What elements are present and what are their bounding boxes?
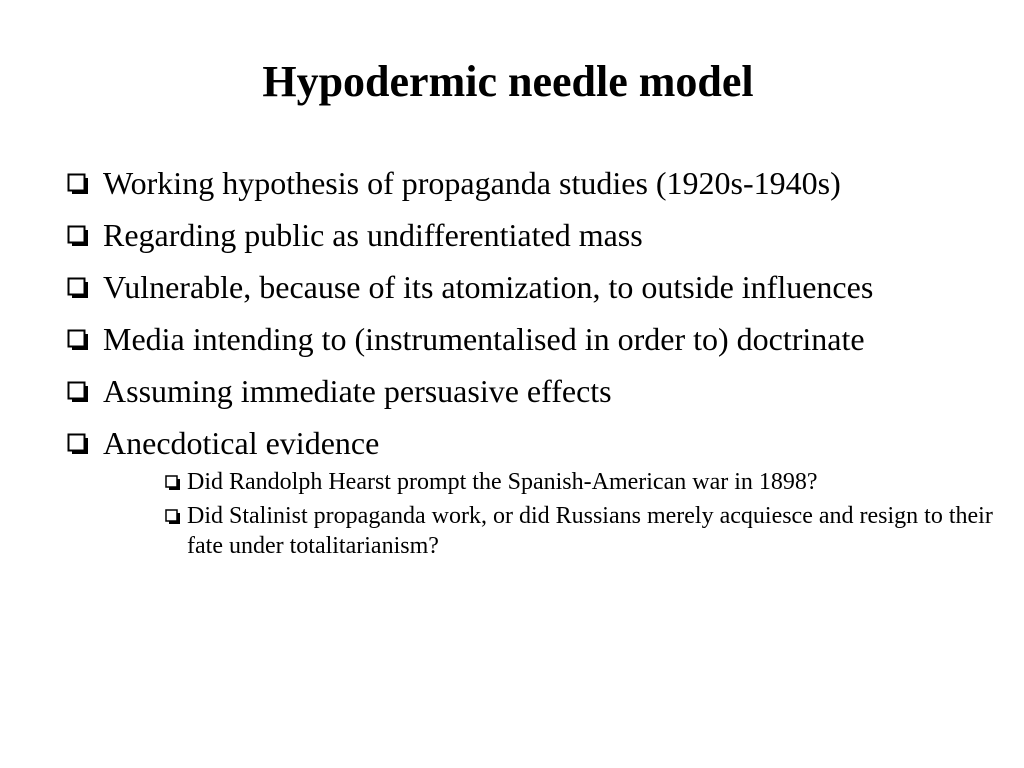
sub-bullet-item <box>164 467 1007 497</box>
sub-bullet-list <box>103 467 993 561</box>
bullet-list <box>66 162 993 570</box>
bullet-text: Assuming immediate persuasive effects <box>103 373 612 409</box>
checkbox-icon <box>67 381 90 404</box>
bullet-text: Anecdotical evidence <box>103 425 380 461</box>
checkbox-icon <box>67 329 90 352</box>
checkbox-icon <box>165 475 181 491</box>
bullet-item <box>66 266 926 309</box>
bullet-item <box>66 422 993 561</box>
bullet-item <box>66 318 926 361</box>
checkbox-icon <box>67 277 90 300</box>
checkbox-icon <box>67 173 90 196</box>
bullet-text: Working hypothesis of propaganda studies (1920s-1940s) <box>103 165 841 201</box>
checkbox-icon <box>67 225 90 248</box>
checkbox-icon <box>67 433 90 456</box>
sub-bullet-text: Did Randolph Hearst prompt the Spanish-American war in 1898? <box>187 469 818 495</box>
bullet-text: Media intending to (instrumentalised in order to) doctrinate <box>103 321 865 357</box>
bullet-text: Vulnerable, because of its atomization, to outside influences <box>103 269 874 305</box>
bullet-item <box>66 370 926 413</box>
slide-title: Hypodermic needle model <box>262 57 754 106</box>
sub-bullet-text: Did Stalinist propaganda work, or did Russians merely acquiesce and resign to their fate under totalitarianism? <box>187 503 993 559</box>
sub-bullet-item <box>164 501 1007 561</box>
bullet-item <box>66 214 926 257</box>
bullet-item <box>66 162 926 205</box>
checkbox-icon <box>165 509 181 525</box>
bullet-text: Regarding public as undifferentiated mass <box>103 217 643 253</box>
